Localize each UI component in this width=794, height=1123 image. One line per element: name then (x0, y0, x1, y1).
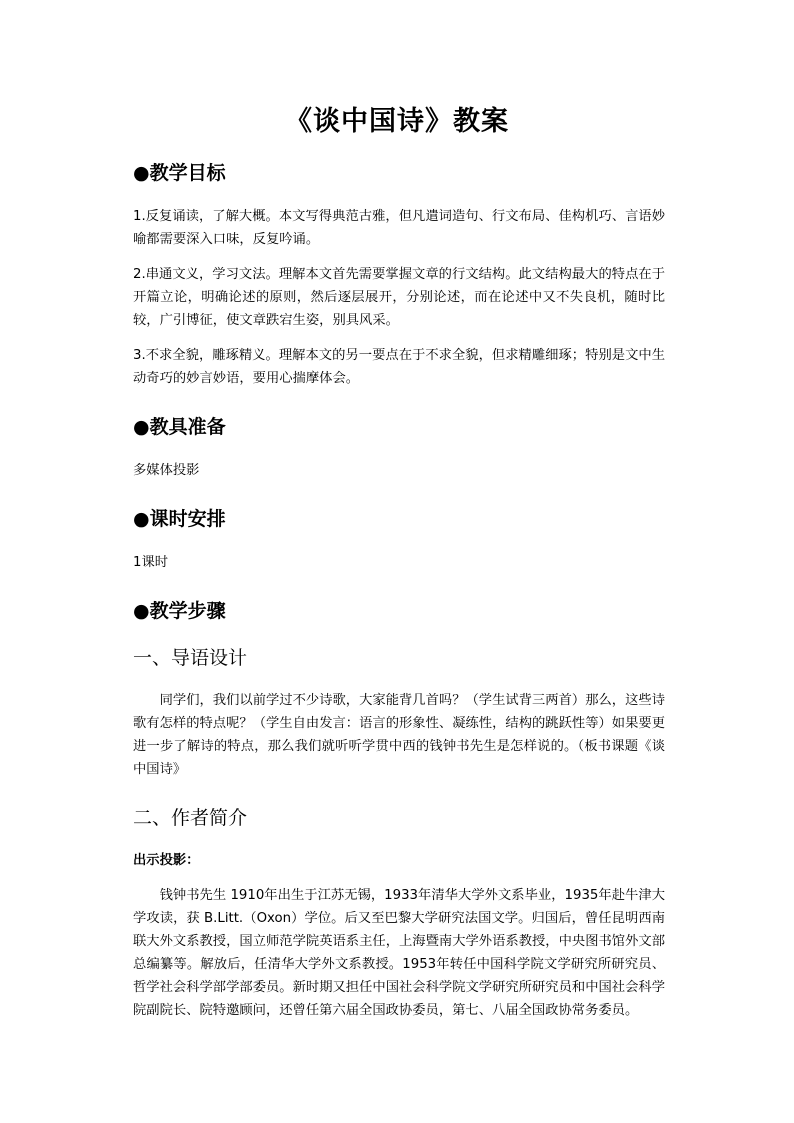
materials-text: 多媒体投影 (133, 463, 200, 478)
projection-label: 出示投影： (133, 853, 200, 868)
section-heading-steps: ●教学步骤 (133, 600, 226, 622)
objective-item-3: 3.不求全貌，雕琢精义。理解本文的另一要点在于不求全貌，但求精雕细琢；特别是文中生动奇巧的妙言妙语，要用心揣摩体会。 (133, 348, 665, 386)
document-body (133, 158, 665, 1034)
section-heading-materials: ●教具准备 (133, 416, 226, 438)
objective-item-2: 2.串通文义，学习文法。理解本文首先需要掌握文章的行文结构。此文结构最大的特点在于开篇立论，明确论述的原则，然后逐层展开，分别论述，而在论述中又不失良机，随时比较，广引博征，使文章跌宕生姿，别具风采。 (133, 267, 665, 328)
section-heading-schedule: ●课时安排 (133, 508, 226, 530)
section-heading-objectives: ●教学目标 (133, 162, 226, 184)
subsection-heading-author: 二、作者简介 (133, 807, 248, 829)
author-bio-paragraph: 钱钟书先生 1910年出生于江苏无锡，1933年清华大学外文系毕业，1935年赴牛津大学攻读，获 B.Litt.（Oxon）学位。后又至巴黎大学研究法国文学。归国后，曾任昆明西南联大外文系教授，国立师范学院英语系主任，上海暨南大学外语系教授，中央图书馆外文部总编纂等。解放后，任清华大学外文系教授。1953年转任中国科学院文学研究所研究员、哲学社会科学部学部委员。新时期又担任中国社会科学院文学研究所研究员和中国社会科学院副院长、院特邀顾问，还曾任第六届全国政协委员，第七、八届全国政协常务委员。 (133, 888, 665, 1018)
intro-paragraph: 同学们，我们以前学过不少诗歌，大家能背几首吗？（学生试背三两首）那么，这些诗歌有怎样的特点呢？（学生自由发言：语言的形象性、凝练性，结构的跳跃性等）如果要更进一步了解诗的特点，那么我们就听听学贯中西的钱钟书先生是怎样说的。（板书课题《谈中国诗》 (133, 693, 665, 777)
document-title: 《谈中国诗》教案 (285, 106, 509, 137)
objective-item-1: 1.反复诵读，了解大概。本文写得典范古雅，但凡遣词造句、行文布局、佳构机巧、言语妙喻都需要深入口味，反复吟诵。 (133, 209, 665, 247)
subsection-heading-intro: 一、导语设计 (133, 647, 248, 669)
schedule-text: 1课时 (133, 555, 169, 570)
